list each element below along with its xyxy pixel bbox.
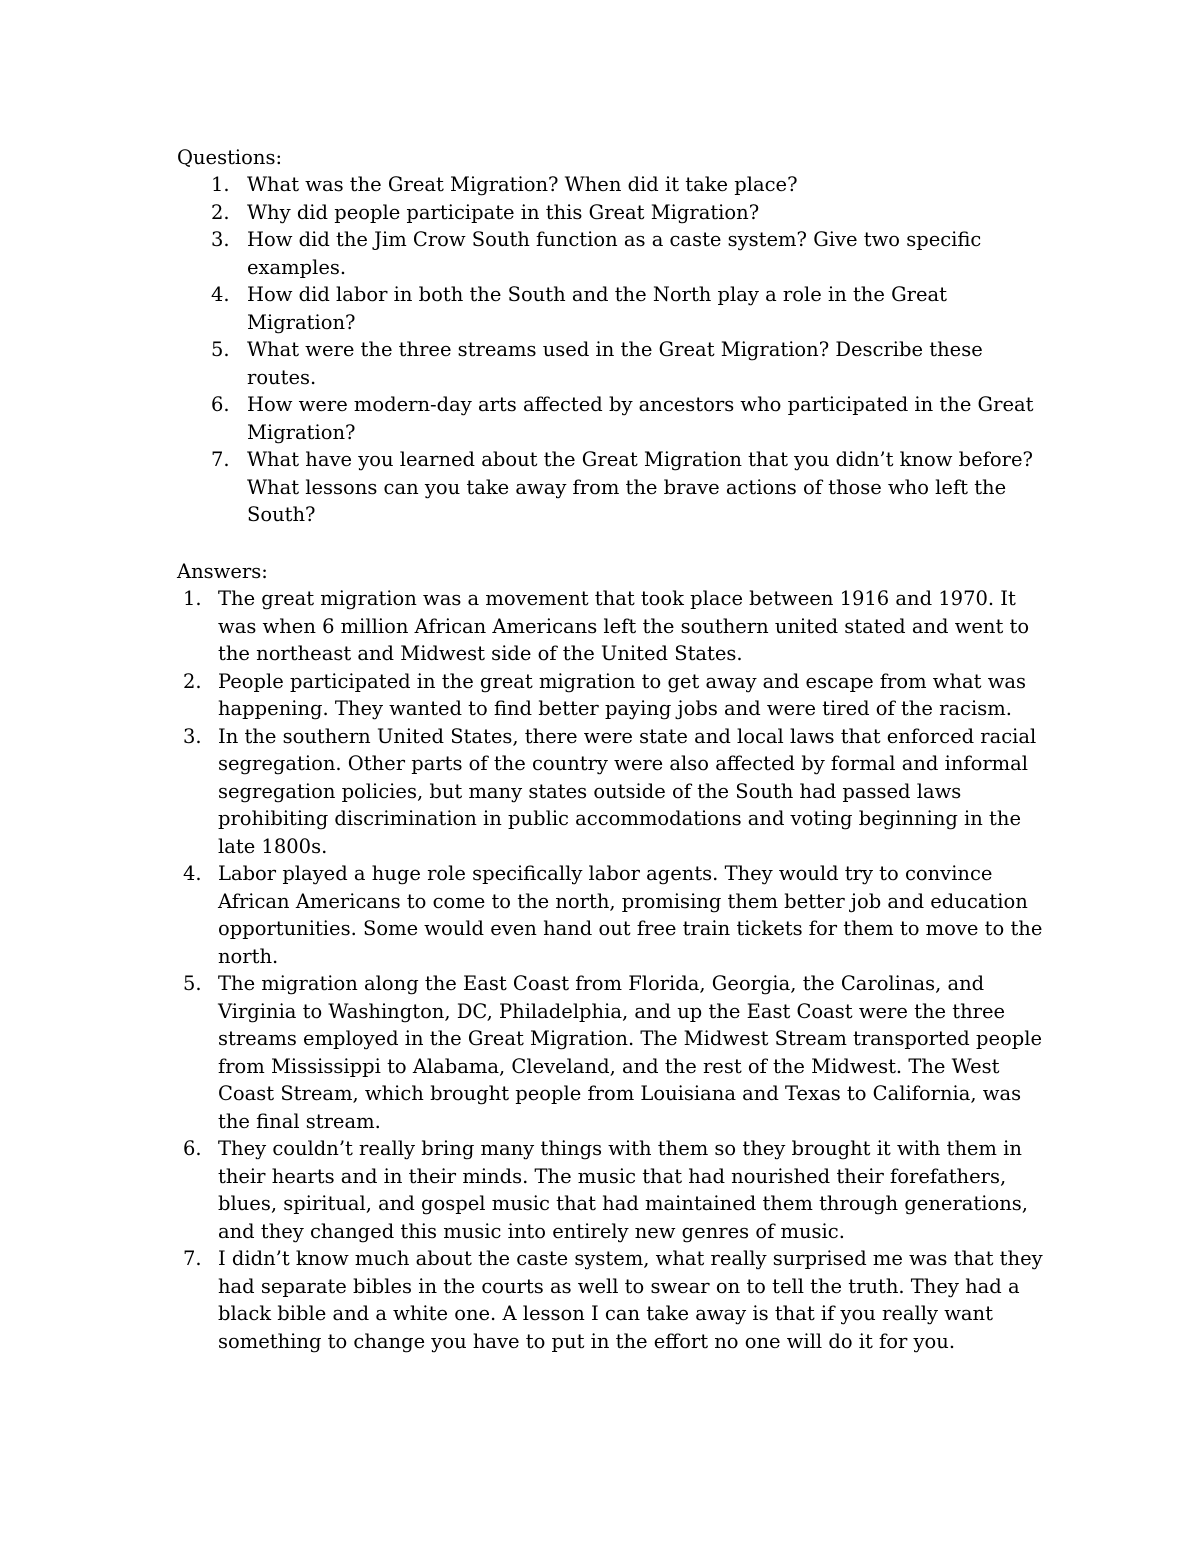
question-text: How did the Jim Crow South function as a caste system? Give two specific examples. [247,228,982,279]
answer-text: People participated in the great migration to get away and escape from what was happening. They wanted to find better paying jobs and were tired of the racism. [218,669,1027,720]
answer-number: 2. [183,669,202,693]
question-number: 7. [211,448,230,471]
answers-list [177,585,1057,1355]
answer-number: 3. [183,724,202,748]
question-number: 2. [211,200,230,224]
answer-text: The migration along the East Coast from Florida, Georgia, the Carolinas, and Virginia to Washington, DC, Philadelphia, and up the East Coast were the three streams employed in the Great Migration. The Midwest Stream transported people from Mississippi to Alabama, Cleveland, and the rest of the Midwest. The West Coast Stream, which brought people from Louisiana and Texas to California, was the final stream. [218,972,1042,1133]
question-item [177,226,1057,281]
questions-heading: Questions: [177,146,283,169]
question-text: What have you learned about the Great Migration that you didn’t know before? What lessons can you take away from the brave actions of those who left the South? [247,448,1033,526]
answer-item [177,860,1057,970]
answer-item [177,1245,1057,1355]
answer-text: In the southern United States, there were state and local laws that enforced racial segregation. Other parts of the country were also affected by formal and informal segregation policies, but many states outside of the South had passed laws prohibiting discrimination in public accommodations and voting beginning in the late 1800s. [218,724,1037,858]
question-text: Why did people participate in this Great Migration? [247,200,760,224]
question-text: How were modern-day arts affected by ancestors who participated in the Great Migration? [247,393,1034,444]
answers-heading: Answers: [177,560,268,583]
answer-item [177,668,1057,723]
answer-item [177,1135,1057,1245]
answer-number: 4. [183,862,202,885]
answer-number: 5. [183,972,202,995]
question-number: 4. [211,283,230,306]
answer-number: 7. [183,1247,202,1270]
answer-text: The great migration was a movement that took place between 1916 and 1970. It was when 6 million African Americans left the southern united stated and went to the northeast and Midwest side of the United States. [218,587,1030,665]
question-item [177,199,1057,227]
question-item [177,281,1057,336]
answer-text: Labor played a huge role specifically labor agents. They would try to convince African Americans to come to the north, promising them better job and education opportunities. Some would even hand out free train tickets for them to move to the north. [218,862,1043,968]
question-item [177,336,1057,391]
question-text: What were the three streams used in the Great Migration? Describe these routes. [247,338,983,389]
answer-text: They couldn’t really bring many things with them so they brought it with them in their hearts and in their minds. The music that had nourished their forefathers, blues, spiritual, and gospel music that had maintained them through generations, and they changed this music into entirely new genres of music. [218,1137,1028,1243]
question-number: 1. [211,173,230,196]
answer-number: 6. [183,1137,202,1160]
questions-list [177,171,1057,529]
answer-item [177,723,1057,861]
question-text: What was the Great Migration? When did it take place? [247,173,798,196]
question-number: 6. [211,393,230,416]
question-item [177,446,1057,529]
answer-text: I didn’t know much about the caste system, what really surprised me was that they had separate bibles in the courts as well to swear on to tell the truth. They had a black bible and a white one. A lesson I can take away is that if you really want something to change you have to put in the effort no one will do it for you. [218,1247,1043,1353]
question-number: 5. [211,338,230,361]
question-number: 3. [211,228,230,251]
question-item [177,171,1057,199]
answer-number: 1. [183,587,202,610]
question-text: How did labor in both the South and the North play a role in the Great Migration? [247,283,948,334]
answer-item [177,585,1057,668]
answer-item [177,970,1057,1135]
question-item [177,391,1057,446]
